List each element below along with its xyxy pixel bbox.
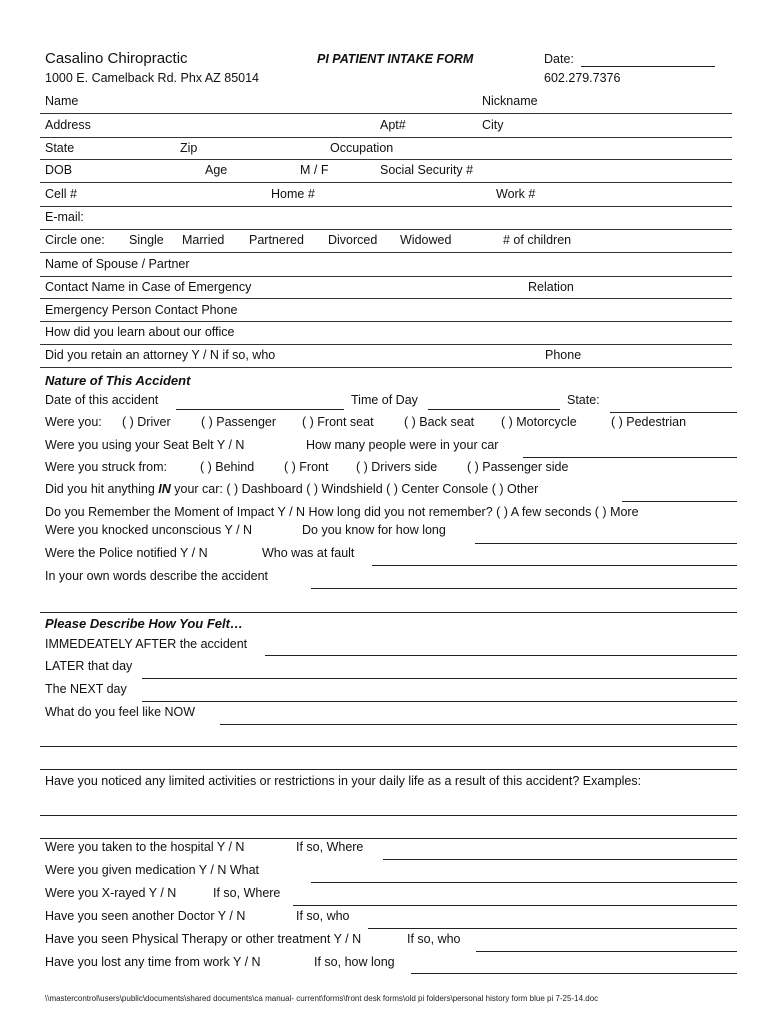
hit-anything-pre: Did you hit anything xyxy=(45,482,159,496)
marital-married[interactable]: Married xyxy=(182,233,225,247)
describe-accident-label: In your own words describe the accident xyxy=(45,569,269,583)
next-day-label: The NEXT day xyxy=(45,682,127,696)
accident-heading: Nature of This Accident xyxy=(45,373,191,388)
role-back-seat[interactable]: ( ) Back seat xyxy=(404,415,475,429)
date-label: Date: xyxy=(544,52,574,66)
learn-row-line[interactable] xyxy=(40,344,732,345)
how-long-field[interactable] xyxy=(475,543,737,544)
how-long-label: Do you know for how long xyxy=(302,523,446,537)
now-field[interactable] xyxy=(220,724,737,725)
later-field[interactable] xyxy=(142,678,737,679)
ssn-label: Social Security # xyxy=(380,163,474,177)
footer-file-path: \\mastercontrol\users\public\documents\shared documents\ca manual- current\forms\front desk forms\old pi folders\personal history form blue pi 7-25-14.doc xyxy=(45,994,599,1003)
other-doctor-who-field[interactable] xyxy=(368,928,737,929)
zip-label: Zip xyxy=(180,141,198,155)
hospital-where-field[interactable] xyxy=(383,859,737,860)
later-label: LATER that day xyxy=(45,659,133,673)
spouse-row-line[interactable] xyxy=(40,276,732,277)
describe-accident-line-2[interactable] xyxy=(40,612,737,613)
attorney-row-line[interactable] xyxy=(40,367,732,368)
lost-time-label: Have you lost any time from work Y / N xyxy=(45,955,261,969)
lost-time-how-long-label: If so, how long xyxy=(314,955,395,969)
hit-anything-options: your car: ( ) Dashboard ( ) Windshield ( ) Center Console ( ) Other xyxy=(170,482,539,496)
office-phone: 602.279.7376 xyxy=(544,71,621,85)
marital-partnered[interactable]: Partnered xyxy=(249,233,304,247)
sex-label: M / F xyxy=(300,163,329,177)
name-row-line[interactable] xyxy=(40,113,732,114)
date-field[interactable] xyxy=(581,66,715,67)
company-name: Casalino Chiropractic xyxy=(45,50,188,67)
relation-label: Relation xyxy=(528,280,574,294)
describe-accident-field[interactable] xyxy=(311,588,737,589)
role-pedestrian[interactable]: ( ) Pedestrian xyxy=(611,415,687,429)
email-label: E-mail: xyxy=(45,210,84,224)
company-address: 1000 E. Camelback Rd. Phx AZ 85014 xyxy=(45,71,260,85)
time-of-day-field[interactable] xyxy=(428,409,560,410)
xray-where-field[interactable] xyxy=(293,905,737,906)
role-motorcycle[interactable]: ( ) Motorcycle xyxy=(501,415,577,429)
lost-time-how-long-field[interactable] xyxy=(411,973,737,974)
limited-activities-label: Have you noticed any limited activities or restrictions in your daily life as a result of this accident? Examples: xyxy=(45,774,642,788)
hit-anything-label xyxy=(45,483,538,496)
work-phone-label: Work # xyxy=(496,187,536,201)
police-label: Were the Police notified Y / N xyxy=(45,546,208,560)
phone-row-line[interactable] xyxy=(40,206,732,207)
state-row-line[interactable] xyxy=(40,159,732,160)
struck-behind[interactable]: ( ) Behind xyxy=(200,460,255,474)
occupation-label: Occupation xyxy=(330,141,394,155)
cell-label: Cell # xyxy=(45,187,77,201)
attorney-label: Did you retain an attorney Y / N if so, who xyxy=(45,348,276,362)
therapy-who-label: If so, who xyxy=(407,932,461,946)
struck-from-label: Were you struck from: xyxy=(45,460,168,474)
role-passenger[interactable]: ( ) Passenger xyxy=(201,415,277,429)
emergency-row-line[interactable] xyxy=(40,298,732,299)
people-in-car-label: How many people were in your car xyxy=(306,438,499,452)
limited-activities-line-1[interactable] xyxy=(40,815,737,816)
therapy-who-field[interactable] xyxy=(476,951,737,952)
unconscious-label: Were you knocked unconscious Y / N xyxy=(45,523,253,537)
accident-state-field[interactable] xyxy=(610,412,737,413)
next-day-field[interactable] xyxy=(142,701,737,702)
struck-passenger-side[interactable]: ( ) Passenger side xyxy=(467,460,569,474)
emergency-phone-line[interactable] xyxy=(40,321,732,322)
learn-label: How did you learn about our office xyxy=(45,325,235,339)
time-of-day-label: Time of Day xyxy=(351,393,418,407)
fault-label: Who was at fault xyxy=(262,546,355,560)
seatbelt-label: Were you using your Seat Belt Y / N xyxy=(45,438,245,452)
hit-anything-in: IN xyxy=(158,482,171,496)
nickname-label: Nickname xyxy=(482,94,538,108)
name-label: Name xyxy=(45,94,79,108)
now-line-2[interactable] xyxy=(40,746,737,747)
accident-date-label: Date of this accident xyxy=(45,393,159,407)
hospital-label: Were you taken to the hospital Y / N xyxy=(45,840,245,854)
were-you-label: Were you: xyxy=(45,415,102,429)
dob-label: DOB xyxy=(45,163,73,177)
emergency-contact-label: Contact Name in Case of Emergency xyxy=(45,280,252,294)
struck-front[interactable]: ( ) Front xyxy=(284,460,329,474)
address-label: Address xyxy=(45,118,91,132)
email-row-line[interactable] xyxy=(40,229,732,230)
medication-label: Were you given medication Y / N What xyxy=(45,863,259,877)
therapy-label: Have you seen Physical Therapy or other treatment Y / N xyxy=(45,932,362,946)
hit-other-field[interactable] xyxy=(622,501,737,502)
xray-where-label: If so, Where xyxy=(213,886,281,900)
medication-field[interactable] xyxy=(311,882,737,883)
struck-drivers-side[interactable]: ( ) Drivers side xyxy=(356,460,438,474)
felt-heading: Please Describe How You Felt… xyxy=(45,616,243,631)
fault-field[interactable] xyxy=(372,565,737,566)
circle-one-label: Circle one: xyxy=(45,233,105,247)
form-title: PI PATIENT INTAKE FORM xyxy=(317,52,474,66)
city-label: City xyxy=(482,118,504,132)
immediately-field[interactable] xyxy=(265,655,737,656)
limited-activities-line-2[interactable] xyxy=(40,838,737,839)
other-doctor-label: Have you seen another Doctor Y / N xyxy=(45,909,246,923)
immediately-label: IMMEDEATELY AFTER the accident xyxy=(45,637,248,651)
address-row-line[interactable] xyxy=(40,137,732,138)
people-in-car-field[interactable] xyxy=(523,457,737,458)
hospital-where-label: If so, Where xyxy=(296,840,364,854)
accident-date-field[interactable] xyxy=(176,409,344,410)
state-label: State xyxy=(45,141,75,155)
marital-single[interactable]: Single xyxy=(129,233,164,247)
accident-state-label: State: xyxy=(567,393,600,407)
children-label: # of children xyxy=(503,233,572,247)
marital-widowed[interactable]: Widowed xyxy=(400,233,452,247)
other-doctor-who-label: If so, who xyxy=(296,909,350,923)
home-phone-label: Home # xyxy=(271,187,315,201)
spouse-label: Name of Spouse / Partner xyxy=(45,257,190,271)
dob-row-line[interactable] xyxy=(40,182,732,183)
attorney-phone-label: Phone xyxy=(545,348,582,362)
impact-question: Do you Remember the Moment of Impact Y / N How long did you not remember? ( ) A few seconds ( ) More xyxy=(45,505,639,519)
marital-divorced[interactable]: Divorced xyxy=(328,233,378,247)
role-front-seat[interactable]: ( ) Front seat xyxy=(302,415,374,429)
xray-label: Were you X-rayed Y / N xyxy=(45,886,177,900)
emergency-phone-label: Emergency Person Contact Phone xyxy=(45,303,238,317)
now-label: What do you feel like NOW xyxy=(45,705,196,719)
role-driver[interactable]: ( ) Driver xyxy=(122,415,171,429)
now-line-3[interactable] xyxy=(40,769,737,770)
marital-row-line[interactable] xyxy=(40,252,732,253)
age-label: Age xyxy=(205,163,228,177)
apt-label: Apt# xyxy=(380,118,406,132)
